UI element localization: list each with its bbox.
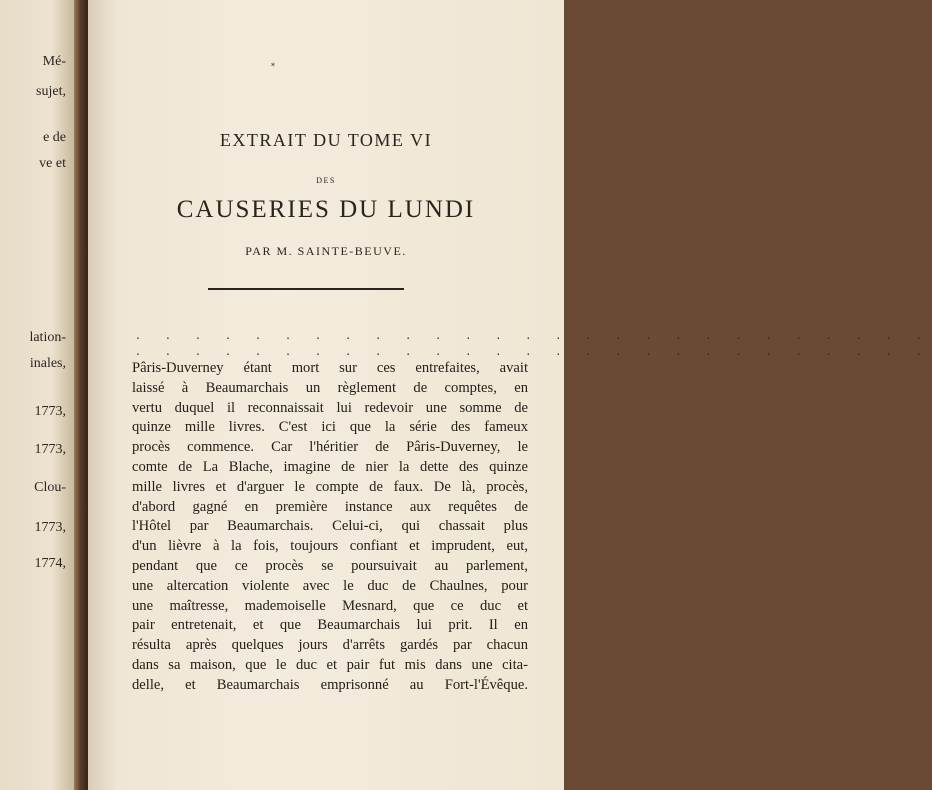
extract-line: EXTRAIT DU TOME VI [219,130,433,150]
text-line: Pâris-Duverney étant mort sur ces entrefaites, avait [132,360,528,376]
left-facing-page [0,0,74,790]
text-line: d'un lièvre à la fois, toujours confiant et imprudent, eut, [132,538,528,555]
left-margin-fragment: 1773, [34,520,66,535]
left-margin-fragment: 1773, [34,404,66,419]
left-margin-fragment: ve et [39,156,66,171]
text-line: laissé à Beaumarchais un règlement de comptes, en [132,379,528,396]
left-margin-fragment: e de [43,130,66,145]
text-line: delle, et Beaumarchais emprisonné au Fort-l'Évêque. [132,676,528,693]
author-line: PAR M. SAINTE-BEUVE. [245,244,407,258]
text-line: l'Hôtel par Beaumarchais. Celui-ci, qui chassait plus [132,518,528,535]
text-line: pair entretenait, et que Beaumarchais lui prit. Il en [132,617,528,634]
text-line: pendant que ce procès se poursuivait au parlement, [132,557,528,574]
text-line: procès commence. Car l'héritier de Pâris-Duverney, le [132,439,528,456]
title-rule [208,288,404,290]
text-line: dans sa maison, que le duc et pair fut mis dans une cita- [132,656,528,673]
text-line: une altercation violente avec le duc de Chaulnes, pour [132,577,528,594]
left-margin-fragment: 1774, [34,556,66,571]
ellipsis-row: . . . . . . . . . . . . . . . . . . . . . . . . . . . [136,344,932,358]
left-margin-fragment: Clou- [34,480,66,495]
left-margin-fragment: Mé- [42,54,66,69]
text-line: vertu duquel il reconnaissait lui redevoir une somme de [132,399,528,416]
text-line: résulta après quelques jours d'arrêts gardés par chacun [132,637,528,654]
text-line: mille livres et d'arguer le compte de faux. De là, procès, [132,478,528,495]
body-paragraph [132,359,528,696]
page-mark: * [271,62,275,71]
right-page [88,0,932,790]
book-gutter [74,0,88,790]
left-margin-fragment: 1773, [34,442,66,457]
left-margin-fragment: lation- [29,330,66,345]
text-line: d'abord gagné en première instance aux requêtes de [132,498,528,515]
work-title: CAUSERIES DU LUNDI [176,196,476,223]
text-line: quinze mille livres. C'est ici que la série des fameux [132,419,528,436]
left-margin-fragment: sujet, [36,84,66,99]
connector-word: DES [316,176,336,185]
text-line: comte de La Blache, imagine de nier la dette des quinze [132,458,528,475]
text-line: une maîtresse, mademoiselle Mesnard, que ce duc et [132,597,528,614]
ellipsis-row: . . . . . . . . . . . . . . . . . . . . . . . . . . . [136,328,932,342]
left-margin-fragment: inales, [29,356,66,371]
